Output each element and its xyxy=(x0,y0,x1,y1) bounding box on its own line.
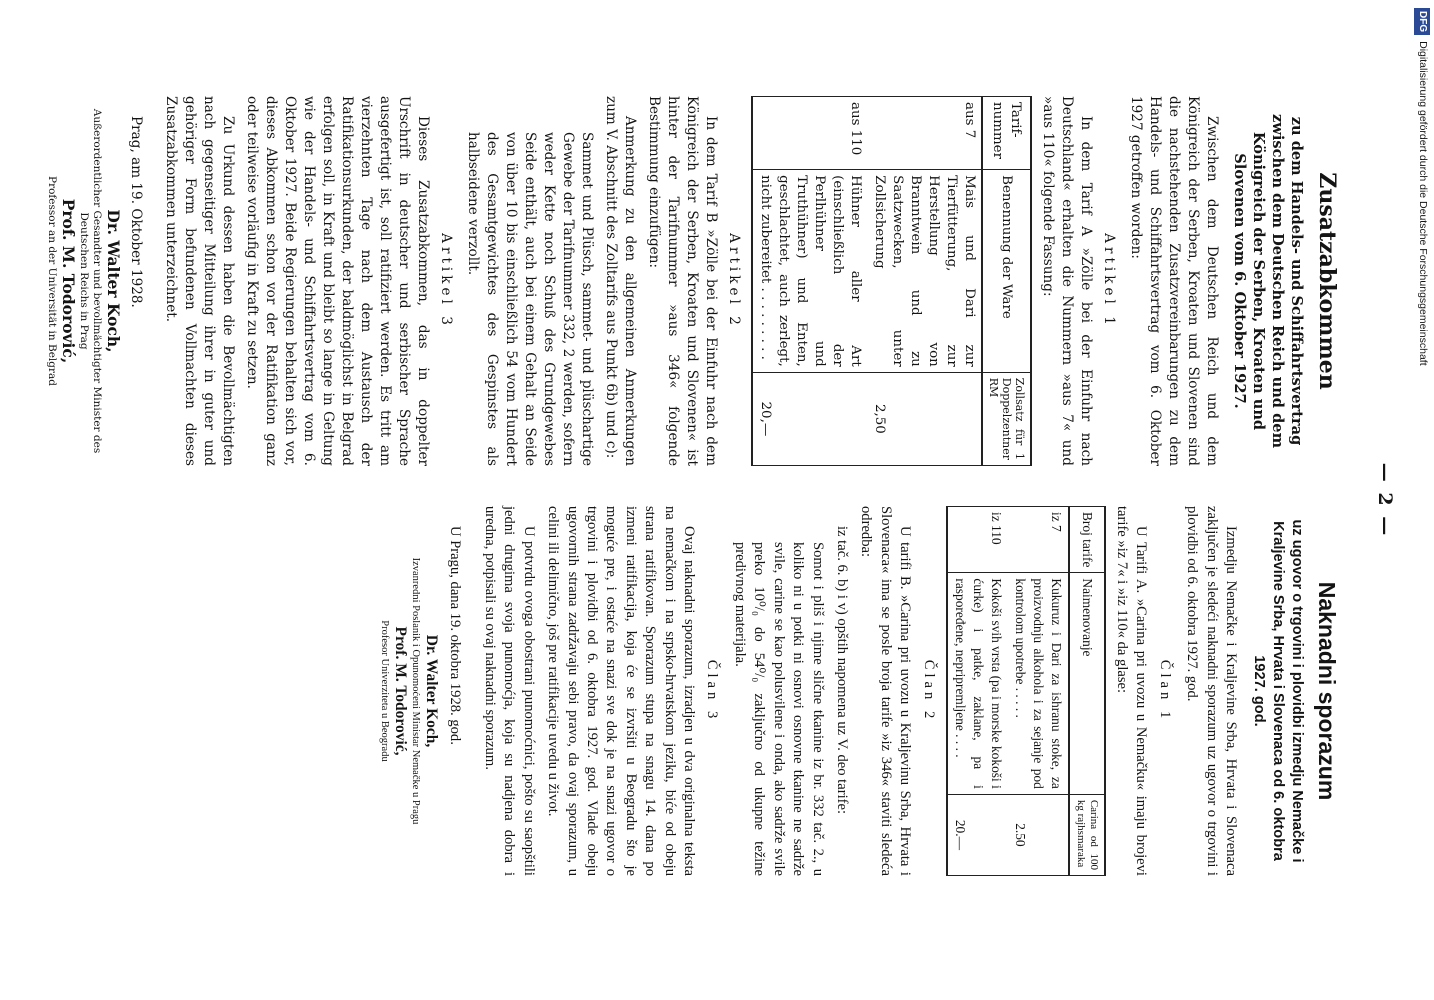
table-row xyxy=(947,507,1008,876)
german-article-2-detail: Sammet und Plüsch, sammet- und plüschartige Gewebe der Tarifnummer 332, 2 werden, sofern weder Kette noch Schuß des Grundgewebes Seide enthält, auch bei einem Gehalt an Seide von über 10 bis einschließlich 54 vom Hundert des Gesamtgewichtes des Gespinstes als halbseidene verzollt. xyxy=(465,132,595,466)
german-article-3-text: Dieses Zusatzabkommen, das in doppelter Urschrift in deutscher und serbischer Sprache ausgefertigt ist, soll ratifiziert werden. Es tritt am vierzehnten Tage nach dem Austausch der Ratifikationsurkunden, der baldmöglichst in Belgrad erfolgen soll, in Kraft und bleibt so lange in Geltung wie der Handels- und Schiffahrtsvertrag vom 6. Oktober 1927. Beide Regierungen behalten sich vor, dieses Abkommen schon vor der Ratifikation ganz oder teilweise vorläufig in Kraft zu setzen. xyxy=(244,96,431,466)
serbian-article-2-note: iz tač. 6. b) i v) opštih napomena uz V. deo tarife: xyxy=(833,526,850,815)
german-title: Zusatzabkommen xyxy=(1314,172,1340,390)
serbian-row-1-number: iz 7 xyxy=(1008,507,1069,573)
serbian-table-header-rate: Carina od 100 kg rajhsmaraka xyxy=(1069,794,1105,875)
serbian-article-3-heading: Član 3 xyxy=(704,659,721,723)
german-place-date: Prag, am 19. Oktober 1928. xyxy=(128,116,144,308)
german-row-2-rate: 20,— xyxy=(752,372,867,465)
german-article-3-heading: Artikel 3 xyxy=(438,233,454,329)
serbian-article-2-heading: Član 2 xyxy=(920,659,937,723)
serbian-title: Naknadni sporazum xyxy=(1314,581,1340,801)
serbian-subtitle: uz ugovor o trgovini i plovidbi izmedju Nemačke i Kraljevine Srba, Hrvata i Slovenaca od 6. oktobra 1927. god. xyxy=(1251,519,1305,863)
german-row-1-number: aus 7 xyxy=(867,97,982,170)
serbian-row-1-description: Kukuruz i Dari za ishranu stoke, za proizvodnju alkohola i za sejanje pod kontrolom upotrebe . . . . . xyxy=(1008,573,1069,794)
german-signature-2 xyxy=(45,96,77,466)
serbian-table-header-number: Broj tarife xyxy=(1069,507,1105,573)
german-intro: Zwischen dem Deutschen Reich und dem Königreich der Serben, Kroaten und Slovenen sind die nachstehenden Zusatzvereinbarungen zu dem Handels- und Schiffahrtsvertrag vom 6. Oktober 1927 getroffen worden: xyxy=(1128,96,1220,466)
german-article-1-text: In dem Tarif A »Zölle bei der Einfuhr nach Deutschland« erhalten die Nummern »aus 7« und »aus 110« folgende Fassung: xyxy=(1040,96,1094,466)
serbian-row-1-rate: 2.50 xyxy=(1008,794,1069,875)
german-row-1-description: Mais und Dari zur Tierfütterung, zur Herstellung von Branntwein und zu Saatzwecken, unter Zollsicherung xyxy=(867,170,982,373)
serbian-signatory-1-role: Izvanredni Poslanik i Opunomoćeni Ministar Nemačke u Pragu xyxy=(410,557,422,825)
digitization-credit xyxy=(1415,8,1431,868)
german-table-header-rate: Zollsatz für 1 Doppelzentner RM xyxy=(982,372,1031,465)
german-column xyxy=(45,96,1342,466)
serbian-article-1-text: U Tarifi A. »Carina pri uvozu u Nemačku« imaju brojevi tarife »iz 7« i »iz 110« da glase: xyxy=(1113,506,1150,876)
serbian-signatory-2-name: Prof. M. Todorović, xyxy=(392,626,410,756)
german-table-header-goods: Benennung der Ware xyxy=(982,170,1031,373)
serbian-place-date: U Pragu, dana 19. oktobra 1928. god. xyxy=(446,526,463,745)
table-row xyxy=(752,97,867,466)
german-article-2-note: Anmerkung zu den allgemeinen Anmerkungen zum V. Abschnitt des Zolltarifs aus Punkt 6b) und c): xyxy=(603,96,638,466)
serbian-row-2-description: Kokoši svih vrsta (pa i morske kokoši i ćurke) i patke, zaklane, pa i raspoređene, nepripremljene . . . . xyxy=(947,573,1008,794)
page-number: — 2 — xyxy=(1374,462,1396,538)
german-signatory-1-name: Dr. Walter Koch, xyxy=(104,209,123,353)
german-table-header-number: Tarif-nummer xyxy=(982,97,1031,170)
serbian-article-1-heading: Član 1 xyxy=(1156,659,1173,723)
german-row-2-description: Hühner aller Art (einschließlich der Perlhühner und Truthühner) und Enten, geschlachtet, auch zerlegt, nicht zubereitet . . . . . . . . . xyxy=(752,170,867,373)
german-signatory-2-role: Professor an der Universität in Belgrad xyxy=(46,176,58,386)
serbian-article-3-text: Ovaj naknadni sporazum, izradjen u dva originalna teksta na nemačkom i na srpsko-hrvatskom jeziku, biće od obeju strana ratifikovan. Sporazum stupa na snagu 14. dana po izmeni ratifikacija, koja će se izvršiti u Beogradu što je moguće pre, i ostaće na snazi sve dok je na snazi ugovor o trgovini i plovidbi od 6. oktobra 1927. god. Vlade obeju ugovornih strana zadržavaju sebi pravo, da ovaj sporazum, u celini ili delimično, još pre ratifikacije uvedu u život. xyxy=(545,506,698,876)
serbian-row-2-rate: 20.— xyxy=(947,794,1008,875)
german-row-2-number: aus 110 xyxy=(752,97,867,170)
german-article-2-heading: Artikel 2 xyxy=(726,233,742,329)
table-row xyxy=(1008,507,1069,876)
serbian-article-2-text: U tarifi B. »Carina pri uvozu u Kraljevinu Srba, Hrvata i Slovenaca« ima se posle broja tarife »iz 346« staviti sledeća odredba: xyxy=(858,506,914,876)
german-article-1-heading: Artikel 1 xyxy=(1101,233,1117,329)
german-subtitle: zu dem Handels- und Schiffahrtsvertrag zwischen dem Deutschen Reich und dem Königreich der Serben, Kroaten und Slovenen vom 6. Oktober 1927. xyxy=(1231,113,1305,449)
table-row xyxy=(867,97,982,466)
serbian-article-3-text-2: U potvrdu ovoga obostrani punomoćnici, pošto su saopštili jedni drugima svoja punomoćja, koja su nadjena dobra i uredna, potpisali su ovaj naknadni sporazum. xyxy=(482,506,537,876)
serbian-signature-2 xyxy=(378,506,409,876)
german-article-2-text: In dem Tarif B »Zölle bei der Einfuhr nach dem Königreich der Serben, Kroaten und Slovenen« ist hinter der Tarifnummer »aus 346« folgende Bestimmung einzufügen: xyxy=(646,96,719,466)
serbian-column xyxy=(378,506,1342,876)
serbian-intro: Izmedju Nemačke i Kraljevine Srba, Hrvata i Slovenaca zaključen je sledeći naknadni sporazum uz ugovor o trgovini i plovidbi od 6. oktobra 1927. god. xyxy=(1184,506,1239,876)
serbian-row-2-number: iz 110 xyxy=(947,507,1008,573)
german-article-3-text-2: Zu Urkund dessen haben die Bevollmächtigten nach gegenseitiger Mitteilung ihrer in guter und gehöriger Form befundenen Vollmachten dieses Zusatzabkommen unterzeichnet. xyxy=(163,96,236,466)
serbian-signatory-2-role: Profesor Univerziteta u Beogradu xyxy=(379,620,391,762)
serbian-table-header-goods: Naimenovanje xyxy=(1069,573,1105,794)
german-row-1-rate: 2,50 xyxy=(867,372,982,465)
serbian-article-2-detail: Somot i pliš i njime slične tkanine iz br. 332 tač. 2., u koliko ni u potki ni osnovi osnovne tkanine ne sadrže svile, carine se kao polusvilene i onda, ako sadrže svile preko 10⁰/₀ do 54⁰/₀ zaključno od ukupne težine predivnog materijala. xyxy=(731,542,826,876)
serbian-signature-1 xyxy=(409,506,440,876)
german-signatory-1-role: Außerordentlicher Gesandter und bevollmächtigter Minister des Deutschen Reichs in Prag xyxy=(78,108,103,454)
german-tariff-table xyxy=(751,96,1032,466)
serbian-signatory-1-name: Dr. Walter Koch, xyxy=(423,634,441,748)
german-signature-1 xyxy=(77,96,122,466)
dfg-logo: DFG xyxy=(1414,8,1430,35)
digitization-credit-text: Digitalisierung gefördert durch die Deutsche Forschungsgemeinschaft xyxy=(1417,41,1429,366)
german-signatory-2-name: Prof. M. Todorović, xyxy=(59,198,78,364)
serbian-tariff-table xyxy=(946,506,1106,876)
